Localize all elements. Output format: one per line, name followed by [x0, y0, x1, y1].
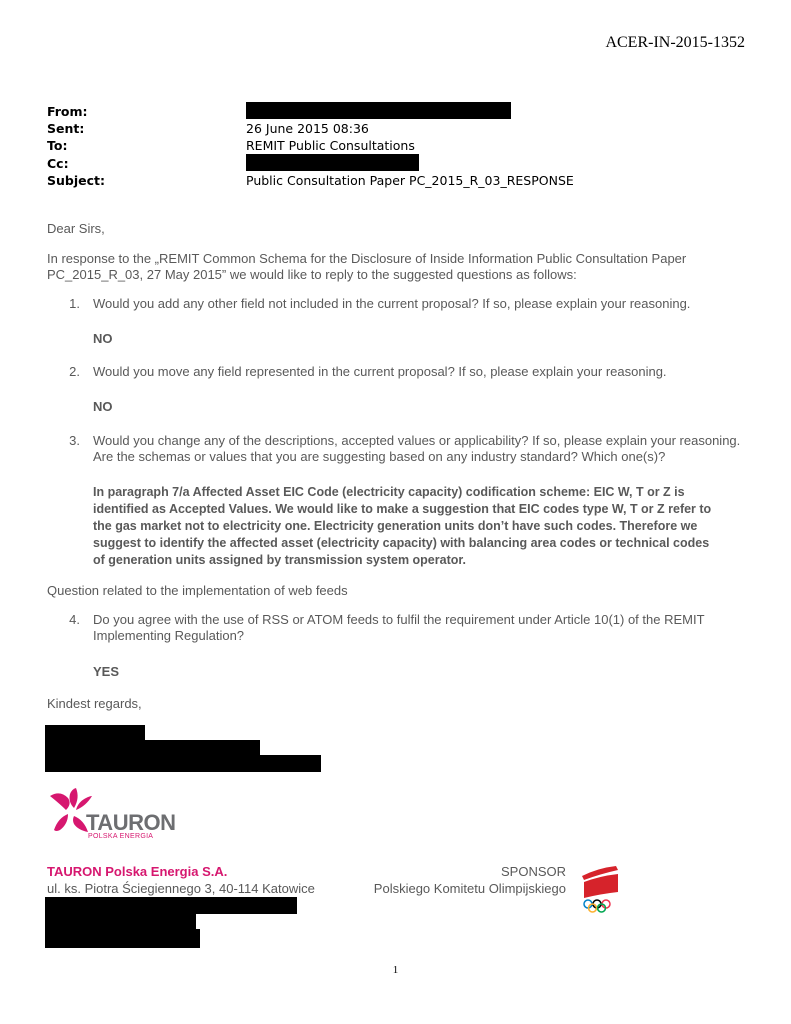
question-number: 4.: [69, 612, 80, 627]
to-value: REMIT Public Consultations: [246, 138, 415, 153]
olympic-emblem: [578, 862, 624, 914]
cc-label: Cc:: [47, 156, 69, 171]
redacted-from: [246, 102, 511, 119]
company-address: ul. ks. Piotra Ściegiennego 3, 40-114 Katowice: [47, 881, 315, 896]
answer-line: of generation units assigned by transmission system operator.: [93, 553, 467, 567]
question-text: Would you add any other field not included in the current proposal? If so, please explain your reasoning.: [93, 296, 691, 311]
question-text-line-2: Are the schemas or values that you are suggesting based on any industry standard? Which one(s)?: [93, 449, 666, 464]
answer-line: identified as Accepted Values. We would like to make a suggestion that EIC codes type W, T or Z refer to: [93, 502, 712, 516]
question-text-line-1: Do you agree with the use of RSS or ATOM feeds to fulfil the requirement under Article 10(1) of the REMIT: [93, 612, 705, 627]
question-number: 3.: [69, 433, 80, 448]
intro-line-1: In response to the „REMIT Common Schema for the Disclosure of Inside Information Public Consultation Paper: [47, 251, 687, 266]
page-number: 1: [392, 964, 399, 976]
logo-brand-text: TAURON: [86, 810, 176, 835]
redacted-contact: [45, 929, 200, 948]
answer-line: In paragraph 7/a Affected Asset EIC Code (electricity capacity) codification scheme: EIC W, T or Z is: [93, 485, 685, 499]
sponsor-label: SPONSOR: [500, 864, 566, 879]
answer-text: NO: [93, 331, 113, 346]
from-label: From:: [47, 104, 88, 119]
answer-text: NO: [93, 399, 113, 414]
company-name: TAURON Polska Energia S.A.: [47, 864, 228, 879]
redacted-signature: [45, 725, 145, 741]
subject-label: Subject:: [47, 173, 105, 188]
question-text-line-2: Implementing Regulation?: [93, 628, 245, 643]
section-heading: Question related to the implementation of web feeds: [47, 583, 348, 598]
greeting: Dear Sirs,: [47, 221, 105, 236]
redacted-cc: [246, 154, 419, 171]
redacted-contact: [45, 913, 196, 930]
question-text-line-1: Would you change any of the descriptions, accepted values or applicability? If so, please explain your reasoning.: [93, 433, 741, 448]
redacted-signature: [45, 755, 321, 772]
question-text: Would you move any field represented in the current proposal? If so, please explain your reasoning.: [93, 364, 667, 379]
subject-value: Public Consultation Paper PC_2015_R_03_RESPONSE: [246, 173, 574, 188]
question-number: 2.: [69, 364, 80, 379]
answer-line: the gas market not to electricity one. Electricity generation units don’t have such codes. Therefore we: [93, 519, 698, 533]
closing: Kindest regards,: [47, 696, 142, 711]
document-id: ACER-IN-2015-1352: [605, 34, 745, 51]
redacted-signature: [45, 740, 260, 756]
logo-sub-text: POLSKA ENERGIA: [88, 833, 154, 840]
olympic-flag-icon: [578, 862, 624, 914]
to-label: To:: [47, 138, 68, 153]
answer-text: YES: [93, 664, 120, 679]
sent-label: Sent:: [47, 121, 85, 136]
answer-paragraph: [93, 484, 711, 569]
redacted-contact: [45, 897, 297, 914]
answer-line: suggest to identify the affected asset (electricity capacity) with balancing area codes or technical codes: [93, 536, 710, 550]
intro-line-2: PC_2015_R_03, 27 May 2015” we would like to reply to the suggested questions as follows:: [47, 267, 577, 282]
sponsor-org: Polskiego Komitetu Olimpijskiego: [373, 881, 566, 896]
sent-value: 26 June 2015 08:36: [246, 121, 369, 136]
tauron-logo: [46, 786, 186, 846]
question-number: 1.: [69, 296, 80, 311]
